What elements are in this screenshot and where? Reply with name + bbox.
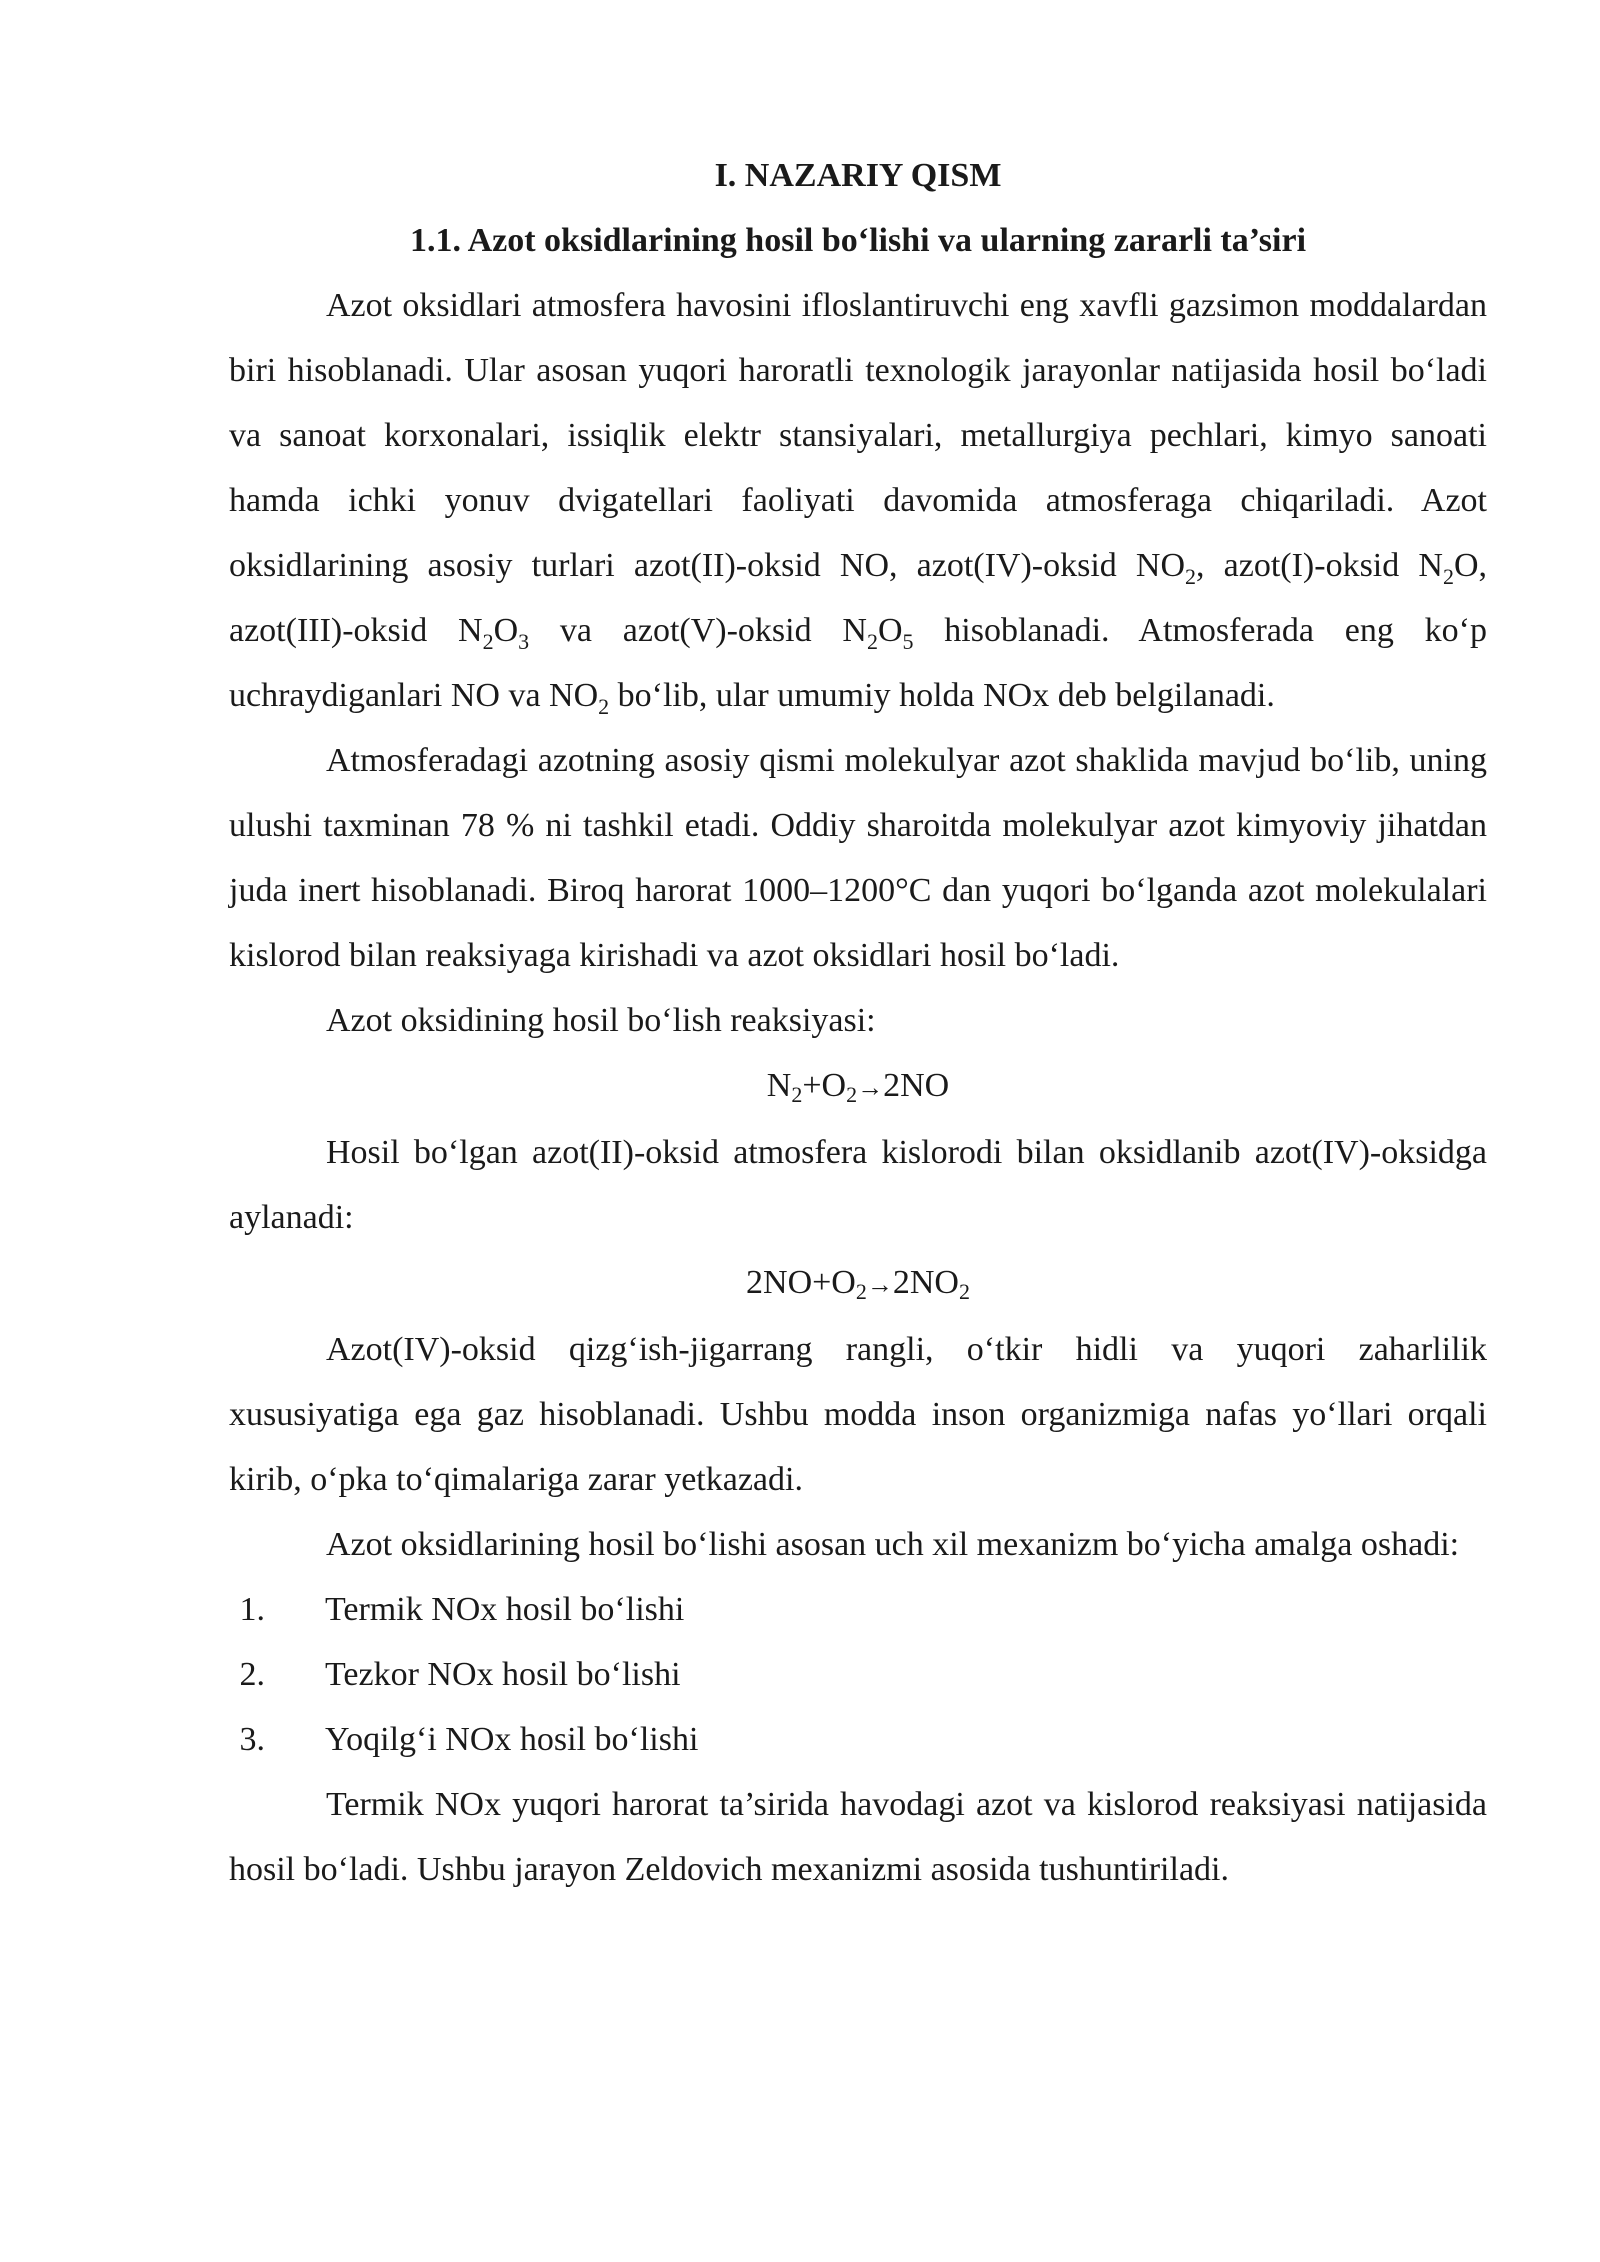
p1-text-e: hisoblanadi. Atmosferada eng ko‘p uchraydiganlari NO va NO — [229, 612, 1487, 714]
eq1-b: +O — [802, 1067, 847, 1104]
subscript: 2 — [846, 1082, 858, 1107]
list-text: Termik NOx hosil bo‘lishi — [325, 1591, 685, 1628]
list-item — [229, 1707, 1487, 1772]
p1-text-o2: O — [877, 612, 903, 649]
list-item — [229, 1642, 1487, 1707]
paragraph-2: Atmosferadagi azotning asosiy qismi molekulyar azot shaklida mavjud bo‘lib, uning ulushi taxminan 78 % ni tashkil etadi. Oddiy sharoitda molekulyar azot kimyoviy jihatdan juda inert hisoblanadi. Biroq harorat 1000–1200°C dan yuqori bo‘lganda azot molekulalari kislorod bilan reaksiyaga kirishadi va azot oksidlari hosil bo‘ladi. — [229, 742, 1487, 974]
paragraph-1 — [229, 273, 1487, 728]
paragraph-4: Hosil bo‘lgan azot(II)-oksid atmosfera kislorodi bilan oksidlanib azot(IV)-oksidga aylanadi: — [229, 1134, 1487, 1236]
eq1-a: N — [766, 1067, 792, 1104]
section-heading: I. NAZARIY QISM — [714, 157, 1002, 194]
subscript: 5 — [902, 629, 914, 654]
list-item — [229, 1577, 1487, 1642]
subscript: 2 — [855, 1279, 867, 1304]
paragraph-6: Azot oksidlarining hosil bo‘lishi asosan uch xil mexanizm bo‘yicha amalga oshadi: — [326, 1526, 1460, 1563]
list-text: Yoqilg‘i NOx hosil bo‘lishi — [325, 1721, 699, 1758]
arrow-icon: → — [866, 1270, 893, 1299]
subscript: 3 — [518, 629, 530, 654]
list-text: Tezkor NOx hosil bo‘lishi — [325, 1656, 681, 1693]
paragraph-3: Azot oksidining hosil bo‘lish reaksiyasi: — [326, 1002, 876, 1039]
subscript: 2 — [958, 1279, 970, 1304]
list-number: 2. — [239, 1656, 265, 1693]
list-number: 3. — [239, 1721, 265, 1758]
paragraph-7: Termik NOx yuqori harorat ta’sirida havodagi azot va kislorod reaksiyasi natijasida hosil bo‘ladi. Ushbu jarayon Zeldovich mexanizmi asosida tushuntiriladi. — [229, 1786, 1487, 1888]
mechanism-list — [229, 1577, 1487, 1772]
paragraph-5: Azot(IV)-oksid qizg‘ish-jigarrang rangli, o‘tkir hidli va yuqori zaharlilik xususiyatiga ega gaz hisoblanadi. Ushbu modda inson organizmiga nafas yo‘llari orqali kirib, o‘pka to‘qimalariga zarar yetkazadi. — [229, 1331, 1487, 1498]
subscript: 2 — [598, 694, 610, 719]
p1-text-d: va azot(V)-oksid N — [529, 612, 867, 649]
equation-2 — [229, 1250, 1487, 1317]
subscript: 2 — [791, 1082, 803, 1107]
equation-1 — [229, 1053, 1487, 1120]
eq1-c: 2NO — [883, 1067, 950, 1104]
subscript: 2 — [1185, 564, 1197, 589]
p1-text-f: bo‘lib, ular umumiy holda NOx deb belgilanadi. — [609, 677, 1275, 714]
p1-text-a: Azot oksidlari atmosfera havosini ifloslantiruvchi eng xavfli gazsimon moddalardan biri hisoblanadi. Ular asosan yuqori haroratli texnologik jarayonlar natijasida hosil bo‘ladi va sanoat korxonalari, issiqlik elektr stansiyalari, metallurgiya pechlari, kimyo sanoati hamda ichki yonuv dvigatellari faoliyati davomida atmosferaga chiqariladi. Azot oksidlarining asosiy turlari azot(II)-oksid NO, azot(IV)-oksid NO — [229, 287, 1487, 584]
list-number: 1. — [239, 1591, 265, 1628]
p1-text-o: O — [493, 612, 519, 649]
eq2-a: 2NO+O — [746, 1264, 856, 1301]
page-content — [229, 143, 1487, 1902]
p1-text-c: O, azot(III)-oksid N — [229, 547, 1487, 649]
subscript: 2 — [482, 629, 494, 654]
subscript: 2 — [1442, 564, 1454, 589]
eq2-c: 2NO — [892, 1264, 959, 1301]
arrow-icon: → — [857, 1073, 884, 1102]
subsection-heading: 1.1. Azot oksidlarining hosil bo‘lishi va ularning zararli ta’siri — [409, 222, 1307, 259]
subscript: 2 — [866, 629, 878, 654]
p1-text-b: , azot(I)-oksid N — [1196, 547, 1443, 584]
